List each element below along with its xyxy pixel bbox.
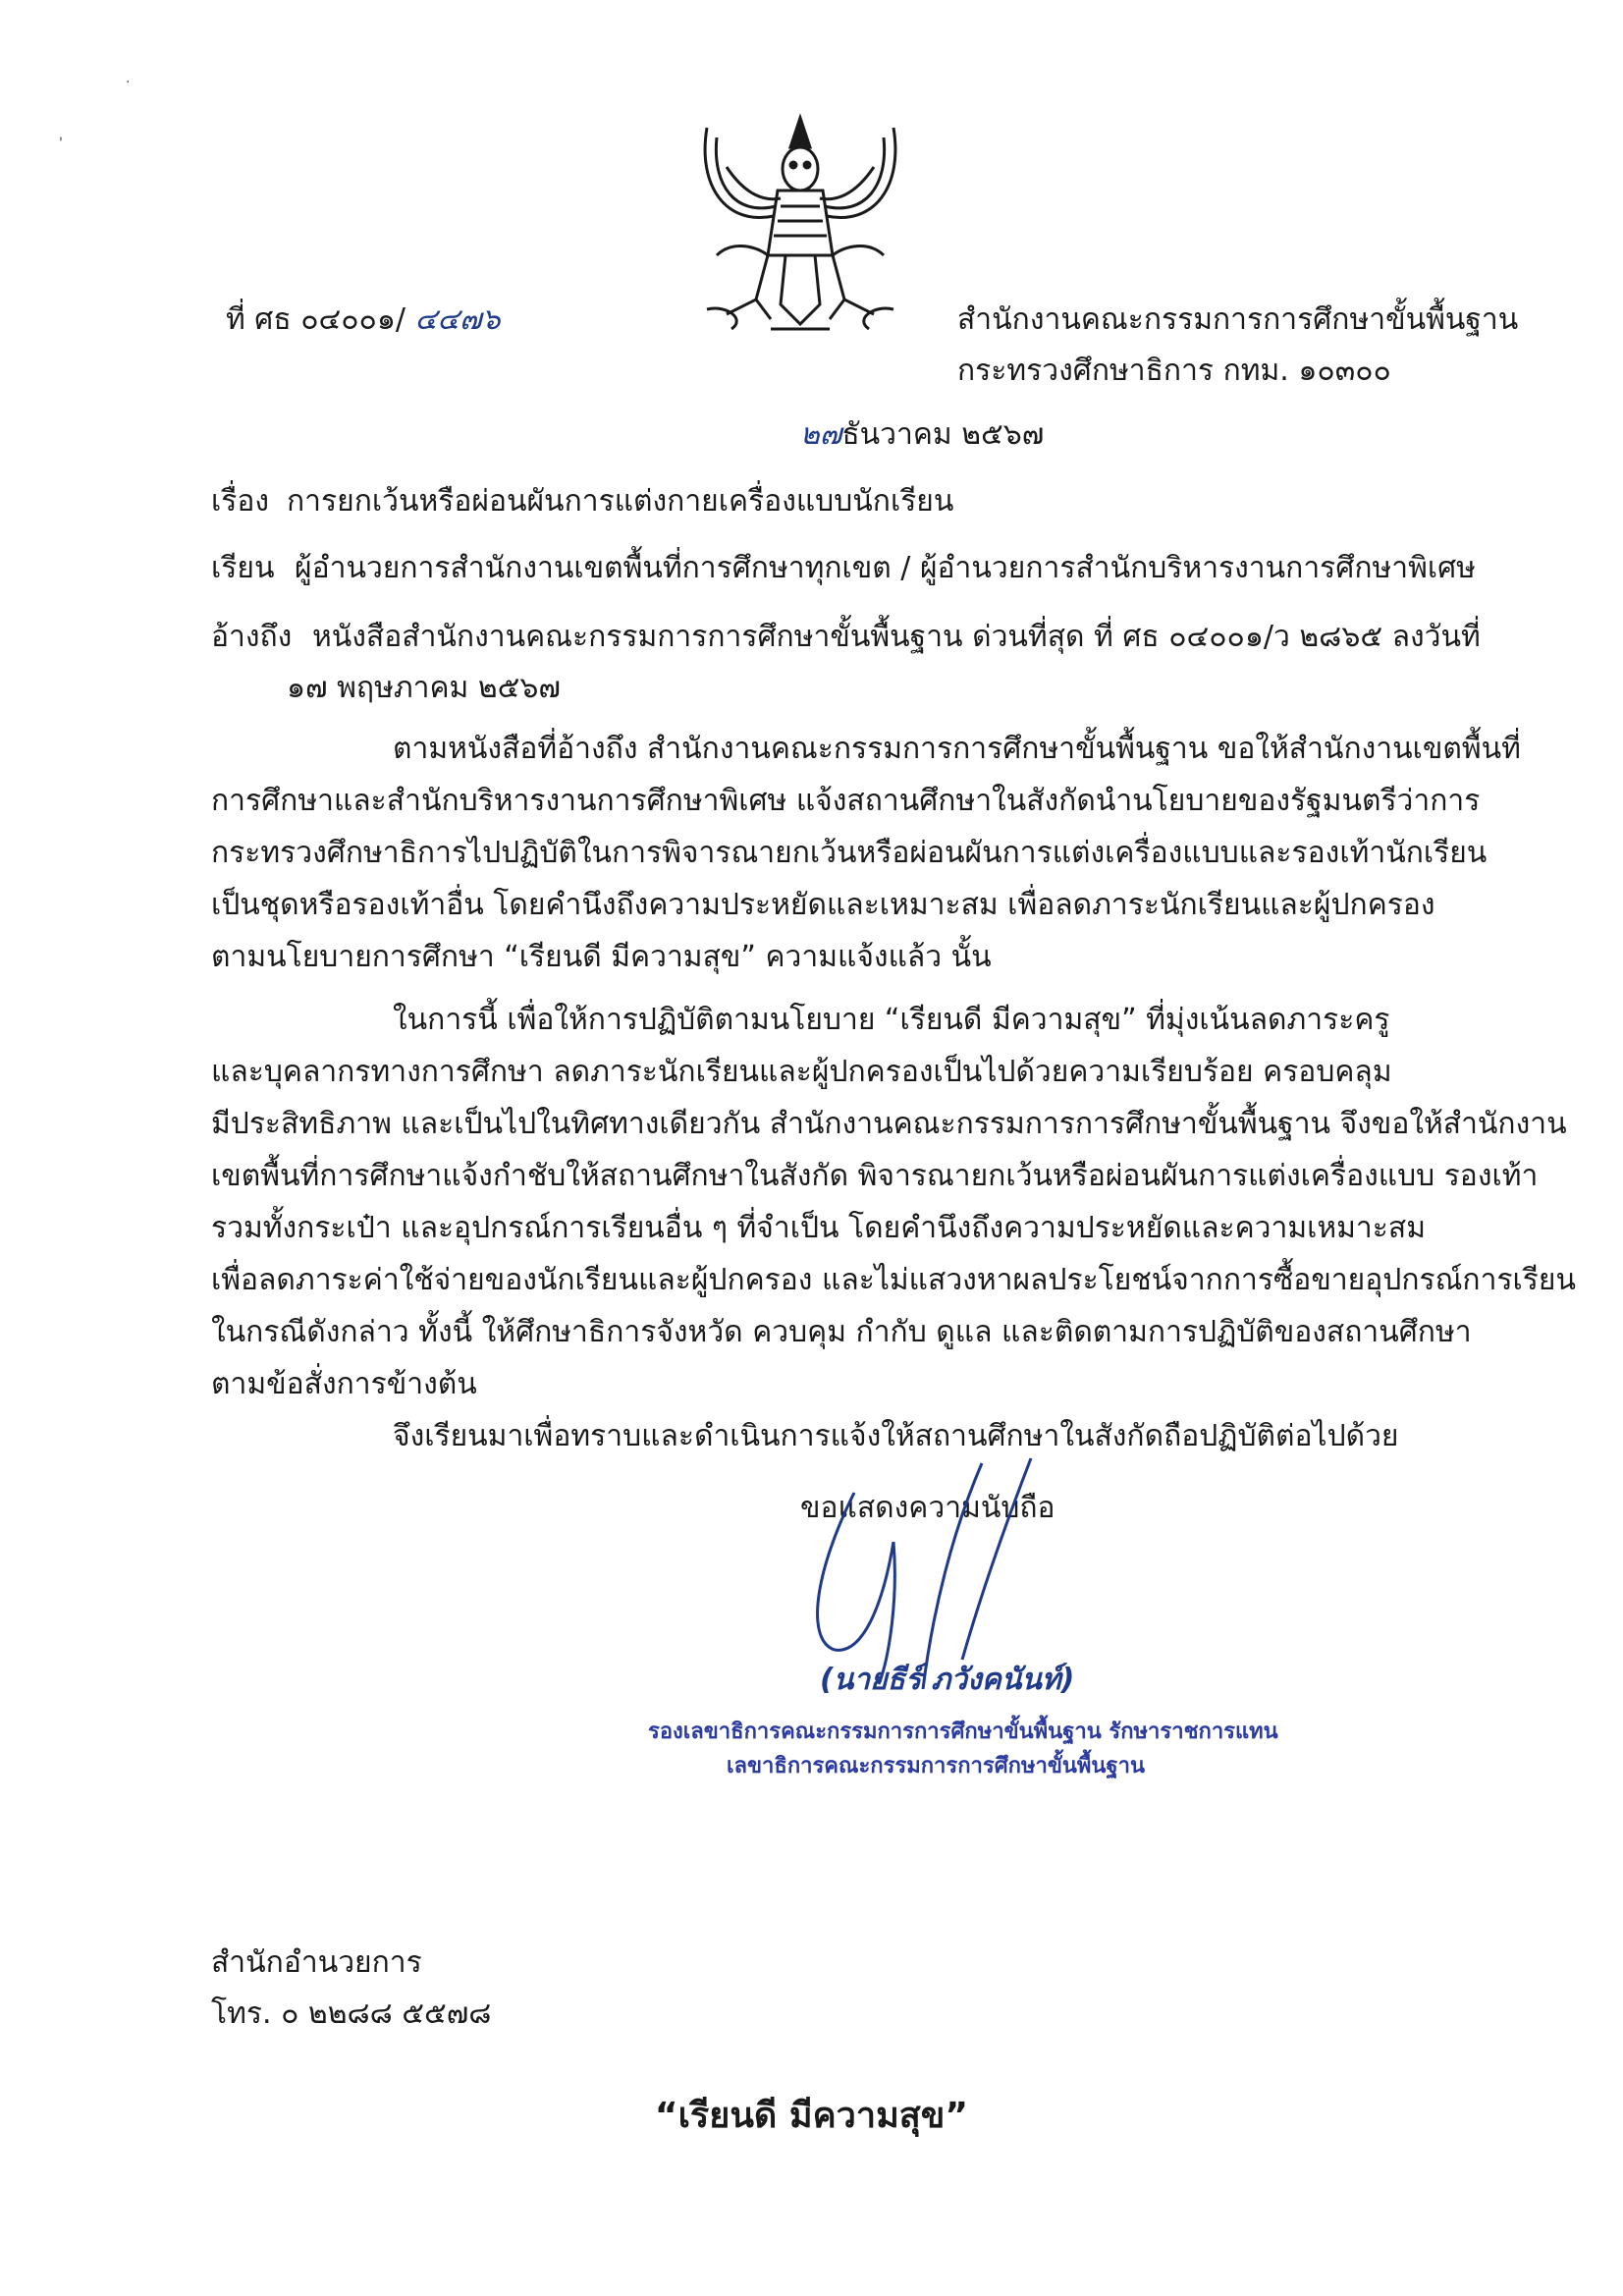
agency-line2: กระทรวงศึกษาธิการ กทม. ๑๐๓๐๐ bbox=[957, 354, 1391, 388]
paragraph2-line: และบุคลากรทางการศึกษา ลดภาระนักเรียนและผู้ปกครองเป็นไปด้วยความเรียบร้อย ครอบคลุม bbox=[211, 1055, 1392, 1089]
document-date bbox=[800, 414, 1044, 456]
footer-motto: “เรียนดี มีความสุข” bbox=[654, 2096, 969, 2136]
paragraph2-line: รวมทั้งกระเป๋า และอุปกรณ์การเรียนอื่น ๆ ที่จำเป็น โดยคำนึงถึงความประหยัดและความเหมาะสม bbox=[211, 1211, 1426, 1245]
recipient-label: เรียน bbox=[211, 551, 275, 585]
date-handwritten: ๒๗ bbox=[800, 417, 842, 452]
paragraph1-line: กระทรวงศึกษาธิการไปปฏิบัติในการพิจารณายกเว้นหรือผ่อนผันการแต่งเครื่องแบบและรองเท้านักเรียน bbox=[211, 836, 1488, 870]
scan-speck: ' bbox=[59, 136, 63, 151]
signer-title-line2: เลขาธิการคณะกรรมการการศึกษาขั้นพื้นฐาน bbox=[727, 1754, 1145, 1778]
recipient-text: ผู้อำนวยการสำนักงานเขตพื้นที่การศึกษาทุกเขต / ผู้อำนวยการสำนักบริหารงานการศึกษาพิเศษ bbox=[295, 551, 1476, 585]
reference-line1: หนังสือสำนักงานคณะกรรมการการศึกษาขั้นพื้นฐาน ด่วนที่สุด ที่ ศธ ๐๔๐๐๑/ว ๒๘๖๕ ลงวันที่ bbox=[312, 620, 1481, 654]
paragraph2-line: มีประสิทธิภาพ และเป็นไปในทิศทางเดียวกัน สำนักงานคณะกรรมการการศึกษาขั้นพื้นฐาน จึงขอให้สำนักงาน bbox=[211, 1107, 1567, 1141]
doc-number-label: ที่ ศธ ๐๔๐๐๑/ bbox=[226, 302, 406, 337]
footer-phone: โทร. ๐ ๒๒๘๘ ๕๕๗๘ bbox=[211, 1996, 492, 2031]
paragraph2-line: ในกรณีดังกล่าว ทั้งนี้ ให้ศึกษาธิการจังหวัด ควบคุม กำกับ ดูแล และติดตามการปฏิบัติของสถานศึกษา bbox=[211, 1315, 1472, 1349]
paragraph2-line: เพื่อลดภาระค่าใช้จ่ายของนักเรียนและผู้ปกครอง และไม่แสวงหาผลประโยชน์จากการซื้อขายอุปกรณ์การเรียน bbox=[211, 1263, 1577, 1297]
subject-label: เรื่อง bbox=[211, 484, 270, 519]
subject-text: การยกเว้นหรือผ่อนผันการแต่งกายเครื่องแบบนักเรียน bbox=[287, 484, 954, 519]
signer-name: (นายธีร์ ภวังคนันท์) bbox=[820, 1663, 1075, 1697]
garuda-emblem-icon bbox=[687, 108, 913, 344]
date-month-year: ธันวาคม ๒๕๖๗ bbox=[841, 417, 1045, 452]
doc-number-handwritten: ๔๔๗๖ bbox=[414, 302, 501, 337]
footer-office: สำนักอำนวยการ bbox=[211, 1945, 422, 1980]
reference-line2: ๑๗ พฤษภาคม ๒๕๖๗ bbox=[287, 671, 561, 705]
closing-request: จึงเรียนมาเพื่อทราบและดำเนินการแจ้งให้สถานศึกษาในสังกัดถือปฏิบัติต่อไปด้วย bbox=[393, 1419, 1399, 1453]
paragraph2-line: ตามข้อสั่งการข้างต้น bbox=[211, 1367, 477, 1401]
signer-title-line1: รองเลขาธิการคณะกรรมการการศึกษาขั้นพื้นฐาน รักษาราชการแทน bbox=[648, 1720, 1278, 1744]
paragraph1-line: ตามนโยบายการศึกษา “เรียนดี มีความสุข” ความแจ้งแล้ว นั้น bbox=[211, 940, 992, 974]
reference-label: อ้างถึง bbox=[211, 620, 293, 654]
closing-salutation: ขอแสดงความนับถือ bbox=[800, 1491, 1055, 1525]
paragraph1-line: การศึกษาและสำนักบริหารงานการศึกษาพิเศษ แจ้งสถานศึกษาในสังกัดนำนโยบายของรัฐมนตรีว่าการ bbox=[211, 784, 1481, 818]
doc-number bbox=[226, 300, 501, 341]
paragraph2-line: ในการนี้ เพื่อให้การปฏิบัติตามนโยบาย “เรียนดี มีความสุข” ที่มุ่งเน้นลดภาระครู bbox=[393, 1003, 1390, 1037]
paragraph2-line: เขตพื้นที่การศึกษาแจ้งกำชับให้สถานศึกษาในสังกัด พิจารณายกเว้นหรือผ่อนผันการแต่งเครื่องแบบ รองเท้า bbox=[211, 1159, 1539, 1193]
paragraph1-line: ตามหนังสือที่อ้างถึง สำนักงานคณะกรรมการการศึกษาขั้นพื้นฐาน ขอให้สำนักงานเขตพื้นที่ bbox=[393, 732, 1521, 766]
scan-speck: . bbox=[126, 71, 131, 86]
paragraph1-line: เป็นชุดหรือรองเท้าอื่น โดยคำนึงถึงความประหยัดและเหมาะสม เพื่อลดภาระนักเรียนและผู้ปกครอง bbox=[211, 888, 1435, 922]
agency-line1: สำนักงานคณะกรรมการการศึกษาขั้นพื้นฐาน bbox=[957, 302, 1519, 337]
